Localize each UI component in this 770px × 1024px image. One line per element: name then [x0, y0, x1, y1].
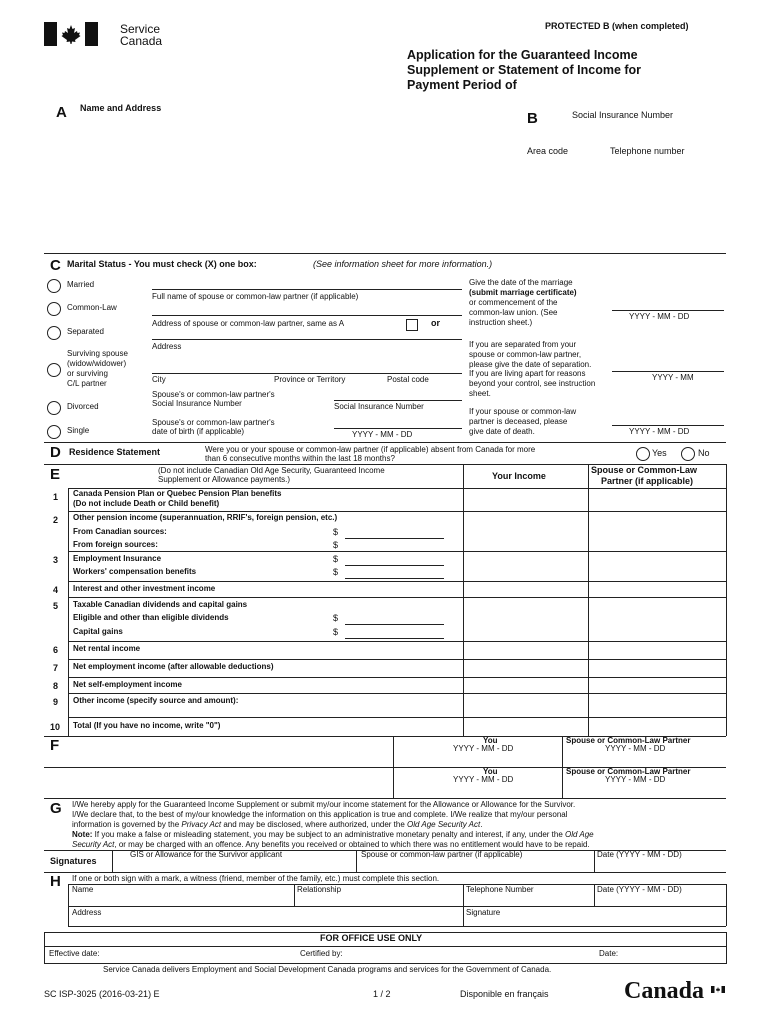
row-label: Net rental income — [73, 644, 141, 653]
radio-married[interactable] — [47, 279, 61, 293]
witness-address-label: Address — [72, 908, 102, 917]
declaration-text: If you make a false or misleading statement, you may be subject to an administrative monetary penalty and interest, if any, under the — [92, 830, 565, 839]
separation-date-format: YYYY - MM — [652, 373, 694, 382]
declaration-text: , or may be charged with an offence. Any benefits you received or obtained to which there was no entitlement would have to be repaid. — [114, 840, 590, 849]
opt-surviving-3: or surviving — [67, 369, 108, 378]
witness-date-label: Date (YYYY - MM - DD) — [597, 885, 682, 894]
your-income-header: Your Income — [492, 471, 546, 481]
opt-surviving-4: C/L partner — [67, 379, 107, 388]
income-spouse-1[interactable] — [589, 489, 726, 511]
residence-label: Residence Statement — [69, 447, 161, 457]
separation-text: beyond your control, see instruction — [469, 379, 596, 388]
sin-field[interactable] — [572, 123, 722, 139]
brand-service: Service — [120, 22, 161, 36]
applicant-signature-field[interactable] — [113, 861, 356, 872]
row-number: 5 — [53, 601, 59, 611]
f-spouse-date-2: YYYY - MM - DD — [605, 775, 666, 784]
row-number: 4 — [53, 585, 59, 595]
row-label: Employment Insurance — [73, 554, 162, 563]
row-number: 2 — [53, 515, 59, 525]
radio-surviving[interactable] — [47, 363, 61, 377]
witness-signature-label: Signature — [466, 908, 501, 917]
spouse-dob-label-1: Spouse's or common-law partner's — [152, 418, 275, 427]
signature-spouse-field[interactable] — [44, 768, 393, 798]
income-you-1[interactable] — [464, 489, 588, 511]
gis-applicant-label: GIS or Allowance for the Survivor applicant — [130, 850, 283, 859]
office-use-title: FOR OFFICE USE ONLY — [320, 933, 423, 943]
row-label: From foreign sources: — [73, 540, 158, 549]
employment-insurance-field[interactable] — [345, 565, 444, 566]
opt-surviving-1: Surviving spouse — [67, 349, 128, 358]
marriage-date-text: (submit marriage certificate) — [469, 288, 577, 297]
declaration-text: . — [480, 820, 483, 829]
signature-you-field[interactable] — [44, 737, 393, 767]
section-b-letter: B — [527, 110, 538, 127]
spouse-sin-label-1: Spouse's or common-law partner's — [152, 390, 275, 399]
address-label: Address — [152, 342, 182, 351]
witness-signature-field[interactable] — [464, 917, 726, 926]
declaration-line-3 — [72, 821, 482, 830]
section-d-letter: D — [50, 444, 61, 461]
row-label: Canada Pension Plan or Quebec Pension Plan benefits — [73, 489, 282, 498]
radio-divorced[interactable] — [47, 401, 61, 415]
privacy-act-ref: Privacy Act — [181, 820, 222, 829]
oas-act-ref: Old Age — [565, 830, 594, 839]
same-as-a-checkbox[interactable] — [406, 319, 418, 331]
area-code-label: Area code — [527, 146, 569, 156]
declaration-line-5 — [72, 841, 590, 850]
row-label: Other pension income (superannuation, RRIF's, foreign pension, etc.) — [73, 513, 338, 522]
row-number: 9 — [53, 697, 59, 707]
opt-divorced: Divorced — [67, 402, 99, 411]
marriage-date-text: common-law union. (See — [469, 308, 558, 317]
oas-act-ref: Security Act — [72, 840, 115, 849]
foreign-sources-field[interactable] — [345, 551, 444, 552]
separation-text: If you are separated from your — [469, 340, 577, 349]
f-spouse-label: Spouse or Common-Law Partner — [566, 736, 691, 745]
form-title-line1: Application for the Guaranteed Income — [407, 48, 638, 62]
spouse-address-label: Address of spouse or common-law partner, same as A — [152, 319, 345, 328]
row-number: 10 — [50, 722, 61, 732]
dollar-sign: $ — [333, 567, 339, 577]
capital-gains-field[interactable] — [345, 638, 444, 639]
income-note-1: (Do not include Canadian Old Age Security, Guaranteed Income — [158, 466, 385, 475]
signatures-label: Signatures — [50, 856, 97, 866]
yes-label: Yes — [652, 448, 667, 458]
row-label: Interest and other investment income — [73, 584, 216, 593]
witness-relationship-field[interactable] — [295, 895, 463, 906]
telephone-label: Telephone number — [610, 146, 685, 156]
row-label: Eligible and other than eligible dividends — [73, 613, 229, 622]
section-f-letter: F — [50, 737, 60, 754]
sin-label: Social Insurance Number — [572, 110, 674, 120]
dollar-sign: $ — [333, 527, 339, 537]
postal-label: Postal code — [387, 375, 429, 384]
spouse-dob-label-2: date of birth (if applicable) — [152, 427, 245, 436]
wordmark-flag-icon — [711, 980, 725, 987]
row-label: Other income (specify source and amount): — [73, 696, 239, 705]
spouse-sin-field-label: Social Insurance Number — [334, 402, 424, 411]
note-label: Note: — [72, 830, 93, 839]
row-label: Taxable Canadian dividends and capital gains — [73, 600, 248, 609]
separation-text: please give the date of separation. — [469, 360, 592, 369]
name-address-label: Name and Address — [80, 103, 162, 113]
section-h-letter: H — [50, 873, 61, 890]
death-text: partner is deceased, please — [469, 417, 568, 426]
row-label: Workers' compensation benefits — [73, 567, 197, 576]
form-title-line3: Payment Period of — [407, 78, 517, 92]
radio-common-law[interactable] — [47, 302, 61, 316]
opt-surviving-2: (widow/widower) — [67, 359, 127, 368]
certified-by-label: Certified by: — [300, 949, 343, 958]
signature-date-label: Date (YYYY - MM - DD) — [597, 850, 682, 859]
row-number: 1 — [53, 492, 59, 502]
witness-name-field[interactable] — [69, 895, 294, 906]
dollar-sign: $ — [333, 554, 339, 564]
marital-status-note: (See information sheet for more information.) — [313, 259, 493, 269]
f-spouse-date: YYYY - MM - DD — [605, 744, 666, 753]
declaration-line-2: I/We declare that, to the best of my/our knowledge the information on this application is true and complete. I/We realize that my/our personal — [72, 810, 568, 819]
spouse-sin-label-2: Social Insurance Number — [152, 399, 242, 408]
dollar-sign: $ — [333, 613, 339, 623]
row-number: 7 — [53, 663, 59, 673]
spouse-income-header-2: Partner (if applicable) — [601, 476, 694, 486]
row-label: (Do not include Death or Child benefit) — [73, 499, 220, 508]
page-number: 1 / 2 — [373, 989, 391, 999]
province-label: Province or Territory — [274, 375, 346, 384]
canada-flag-logo — [44, 22, 98, 46]
or-label: or — [431, 318, 440, 328]
opt-single: Single — [67, 426, 90, 435]
form-title-line2: Supplement or Statement of Income for — [407, 63, 642, 77]
marriage-date-text: instruction sheet.) — [469, 318, 533, 327]
residence-question-1: Were you or your spouse or common-law partner (if applicable) absent from Canada for more — [205, 445, 536, 454]
spouse-dob-format: YYYY - MM - DD — [352, 430, 413, 439]
radio-single[interactable] — [47, 425, 61, 439]
row-label: Capital gains — [73, 627, 123, 636]
declaration-text: and may be disclosed, where authorized, under the — [221, 820, 408, 829]
witness-phone-label: Telephone Number — [466, 885, 534, 894]
f-you-date-2: YYYY - MM - DD — [453, 775, 514, 784]
office-date-label: Date: — [599, 949, 619, 958]
signature-date-field[interactable] — [595, 861, 726, 872]
opt-common-law: Common-Law — [67, 303, 117, 312]
residence-question-2: than 6 consecutive months within the last 18 months? — [205, 454, 395, 463]
income-note-2: Supplement or Allowance payments.) — [158, 475, 291, 484]
death-text: give date of death. — [469, 427, 535, 436]
canada-wordmark: Canada — [624, 978, 705, 1004]
f-you-label: You — [483, 736, 498, 745]
marriage-date-text: Give the date of the marriage — [469, 278, 573, 287]
dollar-sign: $ — [333, 540, 339, 550]
section-c-letter: C — [50, 257, 61, 274]
name-address-field[interactable] — [80, 118, 400, 248]
spouse-signature-label: Spouse or common-law partner (if applicable) — [361, 850, 523, 859]
row-label: Net employment income (after allowable deductions) — [73, 662, 274, 671]
separation-text: sheet. — [469, 389, 491, 398]
french-available: Disponible en français — [460, 989, 549, 999]
row-label: Total (If you have no income, write "0") — [73, 721, 221, 730]
death-date-format: YYYY - MM - DD — [629, 427, 690, 436]
f-you-date: YYYY - MM - DD — [453, 744, 514, 753]
section-e-letter: E — [50, 466, 61, 483]
declaration-line-1: I/We hereby apply for the Guaranteed Income Supplement or submit my/our income statement for the Allowance or Allowance for the Survivor. — [72, 800, 576, 809]
radio-separated[interactable] — [47, 326, 61, 340]
row-label: From Canadian sources: — [73, 527, 167, 536]
marriage-date-format: YYYY - MM - DD — [629, 312, 690, 321]
radio-no[interactable] — [681, 447, 695, 461]
dollar-sign: $ — [333, 627, 339, 637]
witness-relationship-label: Relationship — [297, 885, 342, 894]
footer-statement: Service Canada delivers Employment and Social Development Canada programs and services for the Government of Canada. — [103, 965, 552, 974]
no-label: No — [698, 448, 710, 458]
spouse-name-label: Full name of spouse or common-law partner (if applicable) — [152, 292, 359, 301]
witness-date-field[interactable] — [595, 895, 726, 906]
declaration-text: information is governed by the — [72, 820, 182, 829]
witness-phone-field[interactable] — [464, 895, 594, 906]
opt-separated: Separated — [67, 327, 104, 336]
row-number: 6 — [53, 645, 59, 655]
protected-label: PROTECTED B (when completed) — [545, 21, 689, 31]
spouse-income-header-1: Spouse or Common-Law — [591, 465, 698, 475]
separation-text: If you are living apart for reasons — [469, 369, 586, 378]
telephone-field[interactable] — [527, 160, 722, 176]
dividends-field[interactable] — [345, 624, 444, 625]
brand-canada: Canada — [120, 34, 163, 48]
section-g-letter: G — [50, 800, 62, 817]
row-number: 8 — [53, 681, 59, 691]
city-label: City — [152, 375, 166, 384]
form-number: SC ISP-3025 (2016-03-21) E — [44, 989, 160, 999]
declaration-line-4 — [72, 831, 594, 840]
radio-yes[interactable] — [636, 447, 650, 461]
separation-text: spouse or common-law partner, — [469, 350, 582, 359]
workers-comp-field[interactable] — [345, 578, 444, 579]
spouse-signature-field[interactable] — [357, 861, 594, 872]
witness-intro: If one or both sign with a mark, a witness (friend, member of the family, etc.) must complete this section. — [72, 874, 440, 883]
effective-date-label: Effective date: — [49, 949, 100, 958]
opt-married: Married — [67, 280, 95, 289]
f-you-label-2: You — [483, 767, 498, 776]
row-number: 3 — [53, 555, 59, 565]
row-label: Net self-employment income — [73, 680, 182, 689]
witness-name-label: Name — [72, 885, 94, 894]
death-text: If your spouse or common-law — [469, 407, 577, 416]
marital-status-heading: Marital Status - You must check (X) one box: — [67, 259, 257, 269]
section-a-letter: A — [56, 104, 67, 121]
oas-act-ref: Old Age Security Act — [407, 820, 481, 829]
f-spouse-label-2: Spouse or Common-Law Partner — [566, 767, 691, 776]
witness-address-field[interactable] — [69, 917, 463, 926]
marriage-date-text: or commencement of the — [469, 298, 558, 307]
canadian-sources-field[interactable] — [345, 538, 444, 539]
